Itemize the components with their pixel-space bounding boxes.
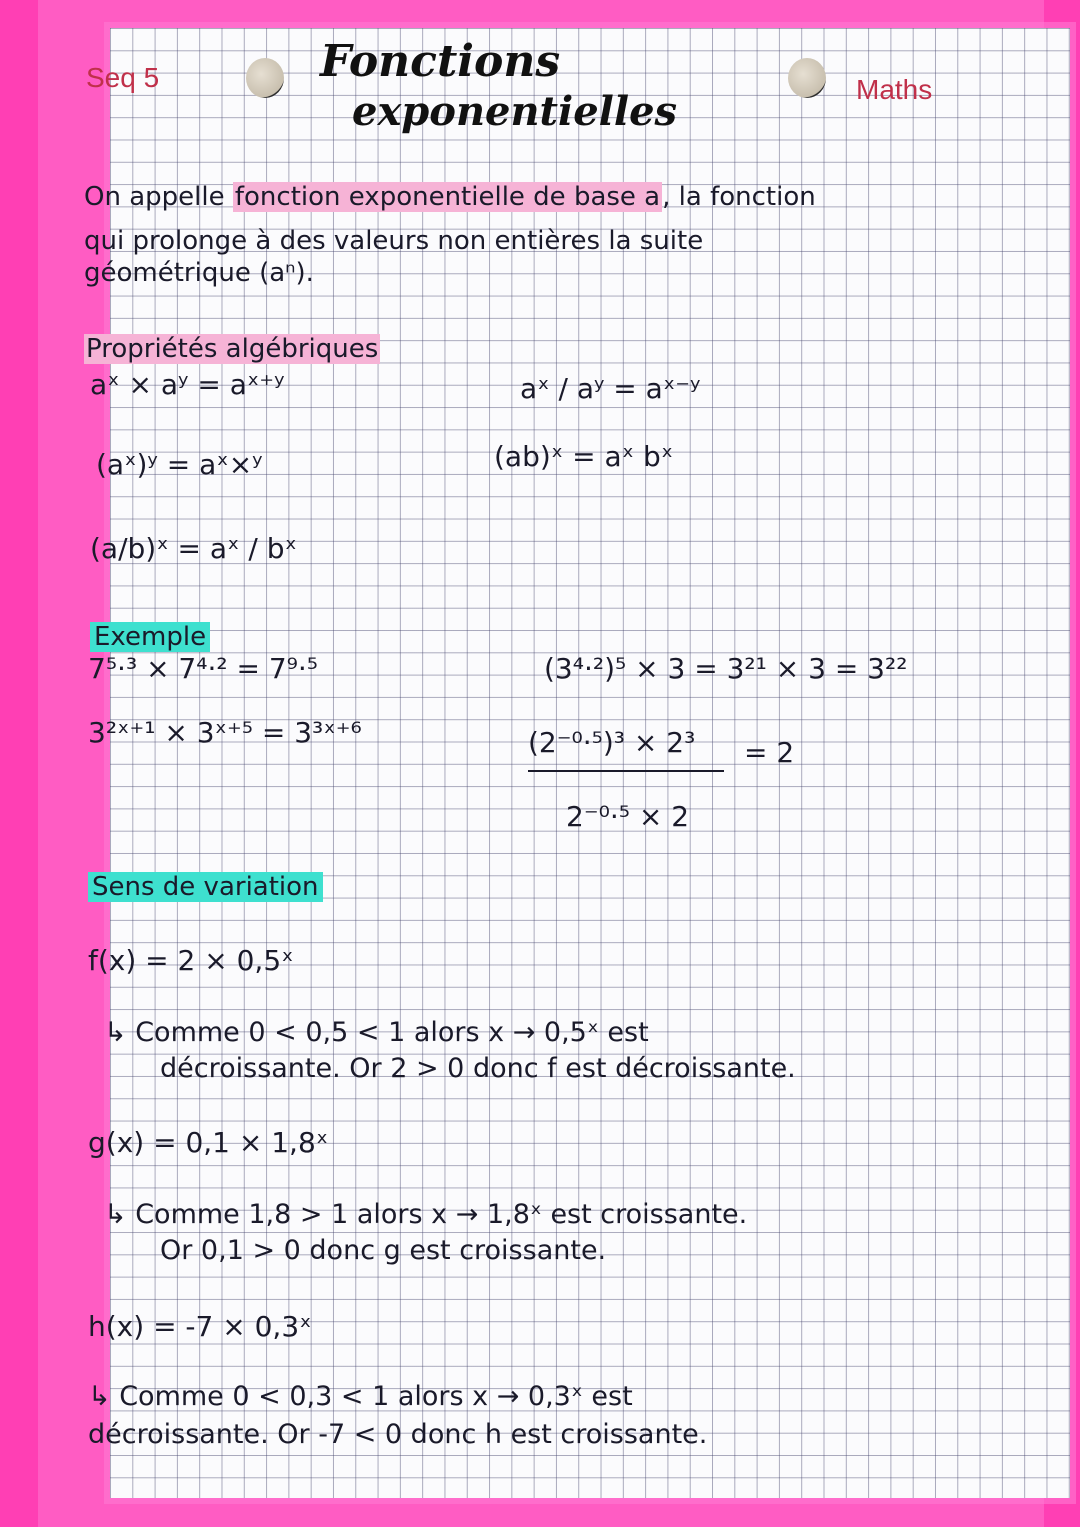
variation-heading-text: Sens de variation — [88, 872, 323, 902]
f-definition: f(x) = 2 × 0,5ˣ — [88, 944, 294, 977]
property-power: (aˣ)ʸ = aˣ×ʸ — [96, 448, 263, 481]
property-quotient-power: (a/b)ˣ = aˣ / bˣ — [90, 532, 297, 565]
h-reason-line-2: décroissante. Or -7 < 0 donc h est croissante. — [88, 1419, 708, 1450]
h-reason-line-1: ↳ Comme 0 < 0,3 < 1 alors x → 0,3ˣ est — [88, 1381, 633, 1412]
f-reason-line-2: décroissante. Or 2 > 0 donc f est décroissante. — [160, 1053, 796, 1084]
example-2: 3²ˣ⁺¹ × 3ˣ⁺⁵ = 3³ˣ⁺⁶ — [88, 716, 362, 749]
example-4-result: = 2 — [744, 736, 795, 769]
definition-line-3: géométrique (aⁿ). — [84, 258, 314, 288]
g-definition: g(x) = 0,1 × 1,8ˣ — [88, 1126, 329, 1159]
example-4-denominator: 2⁻⁰·⁵ × 2 — [566, 800, 690, 833]
definition-prefix: On appelle — [84, 182, 233, 212]
example-4-numerator: (2⁻⁰·⁵)³ × 2³ — [528, 726, 696, 759]
properties-heading — [84, 336, 380, 362]
g-reason-line-2: Or 0,1 > 0 donc g est croissante. — [160, 1235, 607, 1266]
properties-heading-text: Propriétés algébriques — [86, 334, 379, 364]
definition-line1-suffix: , la fonction — [662, 182, 816, 212]
definition-term: fonction exponentielle de base a — [234, 182, 661, 212]
property-product: aˣ × aʸ = aˣ⁺ʸ — [90, 368, 285, 401]
f-reason-line-1: ↳ Comme 0 < 0,5 < 1 alors x → 0,5ˣ est — [104, 1017, 649, 1048]
sequence-label: Seq 5 — [86, 62, 160, 93]
page-title-line1: Fonctions — [320, 36, 561, 87]
binder-hole-left — [246, 58, 284, 98]
example-4-fraction-bar — [528, 770, 724, 772]
page-title-line2: exponentielles — [352, 88, 678, 135]
property-product-power: (ab)ˣ = aˣ bˣ — [494, 440, 674, 473]
subject-label: Maths — [856, 74, 933, 105]
example-heading-text: Exemple — [90, 622, 210, 652]
property-quotient: aˣ / aʸ = aˣ⁻ʸ — [520, 372, 701, 405]
example-1: 7⁵·³ × 7⁴·² = 7⁹·⁵ — [88, 652, 319, 685]
g-reason-line-1: ↳ Comme 1,8 > 1 alors x → 1,8ˣ est croissante. — [104, 1199, 748, 1230]
h-definition: h(x) = -7 × 0,3ˣ — [88, 1310, 312, 1343]
binder-hole-right — [788, 58, 826, 98]
variation-heading — [88, 874, 323, 900]
example-heading — [90, 624, 210, 650]
definition-line-2: qui prolonge à des valeurs non entières la suite — [84, 226, 704, 256]
example-3: (3⁴·²)⁵ × 3 = 3²¹ × 3 = 3²² — [544, 652, 908, 685]
definition-line-1 — [84, 184, 816, 210]
